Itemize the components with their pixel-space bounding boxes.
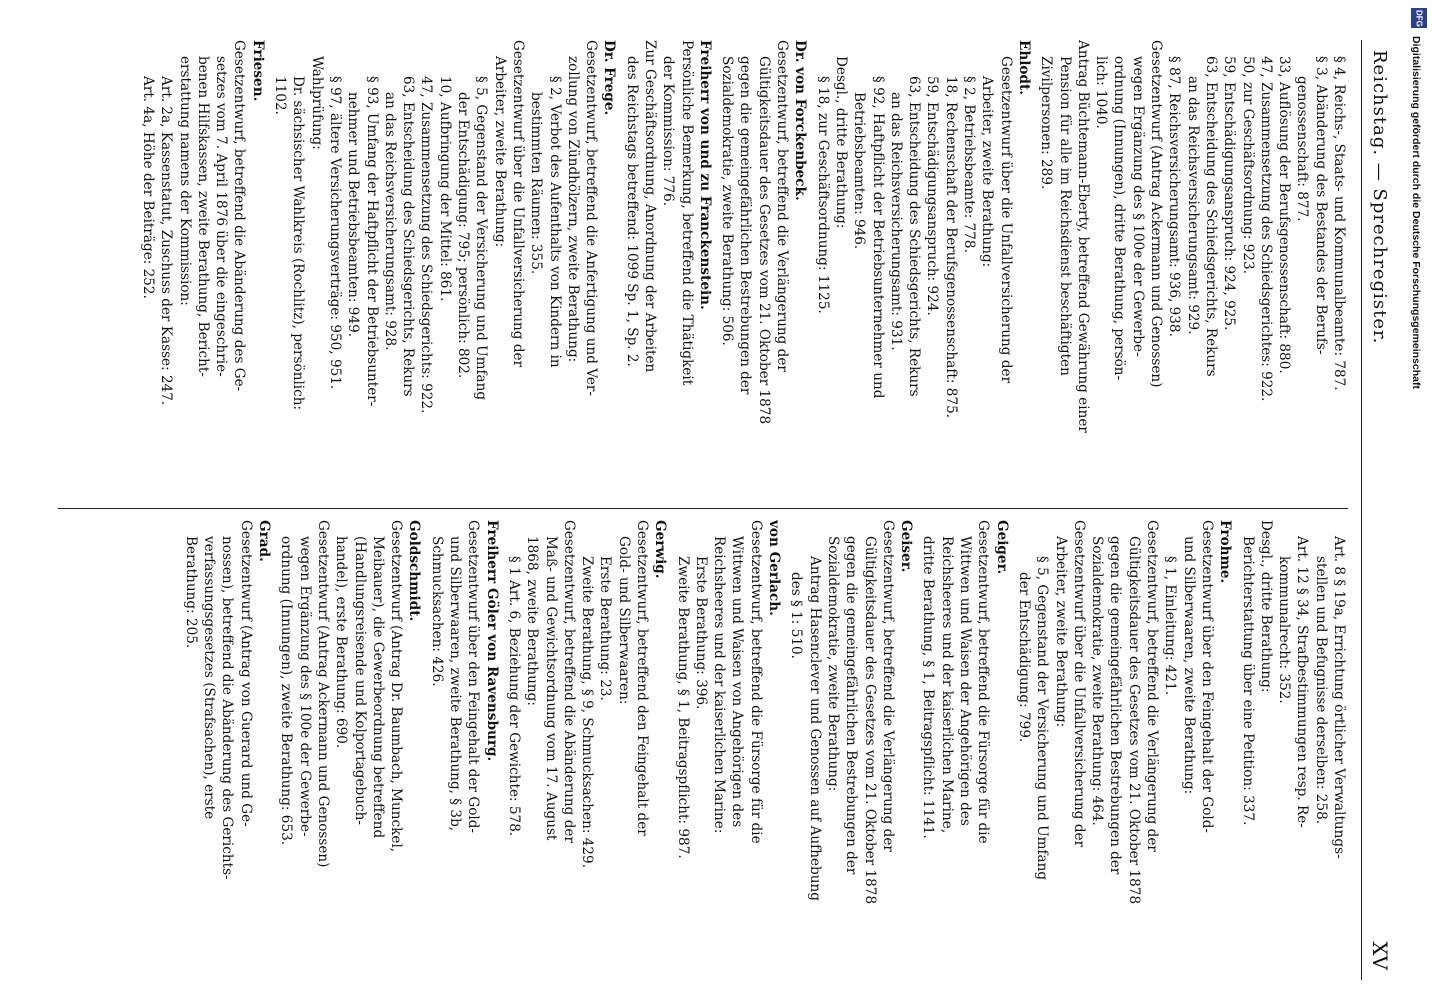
register-line: Reichsheeres und der kaiserlichen Marine, — [938, 536, 955, 834]
speaker-heading: Friesen. — [249, 40, 266, 102]
register-line: Antrag Büchtemann-Eberty, betreffend Gewährung einer — [1074, 40, 1091, 433]
register-line: handel), erste Berathung: 690. — [333, 536, 350, 749]
register-line: Art. 12 § 34, Strafbestimmungen resp. Re- — [1294, 536, 1311, 828]
register-line: Gesetzentwurf, betreffend den Feingehalt der — [634, 520, 651, 836]
register-line: § 18, zur Geschäftsordnung: 1125. — [814, 76, 831, 314]
register-line: Berichterstattung über eine Petition: 337. — [1239, 536, 1256, 826]
register-line: Maß- und Gewichtsordnung vom 17. August — [542, 536, 559, 841]
register-line: der Entschädigung: 799. — [1015, 572, 1032, 743]
left-column — [48, 40, 1348, 495]
register-line: § 5, Gegenstand der Versicherung und Umfang — [1034, 556, 1051, 881]
register-line: Schmucksachen: 426. — [428, 536, 445, 687]
register-line: erstattung namens der Kommission: — [176, 56, 193, 306]
register-line: Gesetzentwurf, betreffend die Verlängerung der — [1144, 520, 1161, 852]
register-line: § 4, Reichs-, Staats- und Kommunalbeamte: 787. — [1331, 56, 1347, 391]
register-line: Gesetzentwurf, betreffend die Verlängerung der — [879, 520, 896, 852]
register-line: lich: 1040. — [1093, 56, 1110, 129]
register-line: § 92, Haftpflicht der Betriebsunternehmer und — [869, 76, 886, 399]
right-column — [48, 520, 1348, 975]
register-line: Dr. sächsischer Wahlkreis (Rochlitz), persönlich: — [290, 76, 307, 411]
register-line: Desgl., dritte Berathung: — [1257, 520, 1274, 693]
register-line: ordnung (Innungen), zweite Berathung: 653. — [278, 536, 295, 846]
register-line: verfassungsgesetzes (Strafsachen), erste — [201, 536, 218, 820]
register-line: Wittwen und Waisen von Angehörigen des — [729, 536, 746, 828]
register-line: und Silberwaaren, zweite Berathung, § 3b, — [447, 536, 464, 832]
register-line: Zweite Berathung, § 9, Schmucksachen: 429. — [579, 556, 596, 869]
register-line: (Handlungsreisende und Kolportagebuch- — [351, 536, 368, 825]
speaker-heading: Grad. — [256, 520, 273, 562]
register-line: Sozialdemokratie, zweite Berathung: 506. — [719, 56, 736, 346]
register-line: benen Hilfskassen, zweite Berathung, Bericht- — [194, 56, 211, 377]
register-line: Erste Berathung: 23. — [597, 556, 614, 701]
register-line: Gesetzentwurf über den Feingehalt der Gold- — [1198, 520, 1215, 834]
register-line: Gesetzentwurf, betreffend die Fürsorge für die — [975, 520, 992, 844]
register-line: wegen Ergänzung des § 100e der Gewerbe- — [296, 536, 313, 837]
register-line: Gültigkeitsdauer des Gesetzes vom 21. Oktober 1878 — [861, 536, 878, 905]
register-line: Zweite Berathung, § 1, Beitragspflicht: 987. — [674, 556, 691, 859]
register-line: Erste Berathung: 396. — [692, 556, 709, 710]
register-line: 50, zur Geschäftsordnung: 923. — [1239, 56, 1256, 275]
register-line: 1868, zweite Berathung: — [524, 536, 541, 706]
register-line: Gold- und Silberwaaren: — [615, 536, 632, 705]
funding-strip — [1408, 6, 1430, 991]
register-line: § 1, Einleitung: 421. — [1162, 556, 1179, 696]
register-line: Arbeiter, zweite Berathung: — [1052, 536, 1069, 728]
register-line: 59, Entschädigungsanspruch: 924, 925. — [1221, 56, 1238, 331]
speaker-heading: Goldschmidt. — [406, 520, 423, 622]
speaker-heading: Freiherr von und zu Franckenstein. — [696, 40, 713, 310]
register-line: Desgl., dritte Berathung: — [832, 56, 849, 229]
register-line: setzes vom 7. April 1876 über die eingeschrie- — [213, 56, 230, 377]
register-line: Wittwen und Waisen der Angehörigen des — [957, 536, 974, 826]
register-line: Gesetzentwurf über die Unfallversicherung der — [1070, 520, 1087, 848]
register-line: Art. 4a, Höhe der Beiträge: 252. — [140, 76, 156, 299]
register-line: 10, Aufbringung der Mittel: 861. — [436, 76, 453, 302]
register-line: nehmer und Betriebsbeamten: 949. — [345, 92, 362, 338]
register-line: Gesetzentwurf über die Unfallversicherung der — [997, 56, 1014, 384]
register-line: Wahlprüfung: — [308, 56, 325, 150]
register-line: § 97, ältere Versicherungsverträge: 950, 951. — [326, 76, 343, 390]
register-line: Art. 2a, Kassenstatut, Zuschuss der Kasse: 247. — [158, 76, 175, 406]
register-line: nossen), betreffend die Abänderung des Gerichts- — [219, 536, 236, 880]
register-line: 63, Entscheidung des Schiedsgerichts, Rekurs — [1202, 56, 1219, 377]
register-line: Gesetzentwurf über den Feingehalt der Gold- — [465, 520, 482, 834]
speaker-heading: Dr. von Forckenbeck. — [792, 40, 809, 201]
register-line: gegen die gemeingefährlichen Bestrebungen der — [843, 536, 860, 875]
register-line: Arbeiter, zweite Berathung: — [979, 76, 996, 268]
register-line: Betriebsbeamten: 946. — [851, 92, 868, 250]
register-line: Gesetzentwurf, betreffend die Fürsorge für die — [747, 520, 764, 844]
register-line: 63, Entscheidung des Schiedsgerichts, Rekurs — [400, 76, 417, 397]
speaker-heading: Dr. Frege. — [601, 40, 618, 116]
register-line: § 1 Art. 6, Beziehung der Gewichte: 578. — [505, 556, 522, 837]
speaker-heading: Geiger. — [993, 520, 1010, 575]
register-line: Gesetzentwurf (Antrag Ackermann und Genossen) — [314, 520, 331, 868]
register-line: und Silberwaaren, zweite Berathung: — [1180, 536, 1197, 795]
register-line: der Entschädigung: 795; persönlich: 802. — [455, 92, 472, 379]
register-line: 33, Auflösung der Berufsgenossenschaft: 880. — [1276, 56, 1293, 374]
register-line: wegen Ergänzung des § 100e der Gewerbe- — [1129, 56, 1146, 357]
register-line: Reichsheeres und der kaiserlichen Marine: — [711, 536, 728, 834]
register-line: Gesetzentwurf, betreffend die Abänderung der — [560, 520, 577, 843]
register-line: Persönliche Bemerkung, betreffend die Thätigkeit — [678, 40, 695, 386]
running-head: Reichstag. — Sprechregister. — [1369, 50, 1390, 345]
register-line: 47, Zusammensetzung des Schiedsgerichtes: 922. — [1257, 56, 1274, 402]
funding-note: Digitalisierung gefördert durch die Deutsche Forschungsgemeinschaft — [1410, 36, 1422, 389]
register-line: 59, Entschädigungsanspruch: 924. — [924, 76, 941, 316]
register-line: Gesetzentwurf, betreffend die Verlängerung der — [774, 40, 791, 372]
register-line: Gesetzentwurf (Antrag Ackermann und Genossen) — [1148, 40, 1165, 388]
register-line: an das Reichsversicherungsamt: 928. — [381, 92, 398, 351]
speaker-heading: Freiherr Göler von Ravensburg. — [483, 520, 500, 762]
register-line: gegen die gemeingefährlichen Bestrebungen der — [737, 56, 754, 395]
register-line: 18, Rechenschaft der Berufsgenossenschaft: 875. — [942, 76, 959, 419]
speaker-heading: von Gerlach. — [766, 520, 783, 616]
register-line: Zur Geschäftsordnung, Anordnung der Arbeiten — [642, 40, 659, 373]
register-line: Gesetzentwurf über die Unfallversicherung der — [509, 40, 526, 368]
speaker-heading: Gerwig. — [652, 520, 669, 579]
speaker-heading: Frohme. — [1217, 520, 1234, 584]
register-line: § 2, Verbot des Aufenthalts von Kindern in — [546, 76, 563, 368]
register-line: § 2, Betriebsbeamte: 778. — [961, 76, 978, 253]
register-line: der Kommission: 776. — [660, 56, 677, 207]
register-line: Pension für alle im Reichsdienst beschäftigten — [1056, 56, 1073, 376]
register-line: des Reichstags betreffend: 1099 Sp. 1, Sp. 2. — [623, 56, 640, 367]
speaker-heading: Ehlodt. — [1015, 40, 1032, 95]
page-number: XV — [1368, 941, 1392, 970]
register-line: Sozialdemokratie, zweite Berathung: — [824, 536, 841, 792]
register-line: Gesetzentwurf, betreffend die Anfertigung und Ver- — [583, 40, 600, 396]
column-divider — [58, 508, 1348, 509]
register-line: Gültigkeitsdauer des Gesetzes vom 21. Oktober 1878 — [755, 56, 772, 425]
dfg-logo: DFG — [1411, 8, 1427, 28]
register-line: Berathung: 205. — [182, 536, 199, 649]
register-line: 1102. — [272, 76, 289, 115]
register-line: Gesetzentwurf (Antrag von Guerard und Ge- — [237, 520, 254, 827]
register-line: § 87, Reichsversicherungsamt: 936, 938. — [1166, 56, 1183, 337]
register-line: bestimmten Räumen: 355. — [528, 92, 545, 275]
register-line: des § 1: 510. — [788, 572, 805, 659]
register-line: gegen die gemeingefährlichen Bestrebungen der — [1107, 536, 1124, 875]
register-line: Gültigkeitsdauer des Gesetzes vom 21. Oktober 1878 — [1125, 536, 1142, 905]
register-line: zollung von Zündhölzern, zweite Berathung: — [564, 56, 581, 363]
register-line: an das Reichsversicherungsamt: 931. — [887, 92, 904, 351]
register-line: ordnung (Innungen), dritte Berathung, persön- — [1111, 56, 1128, 381]
page-header — [1361, 40, 1396, 980]
register-line: § 93, Umfang der Haftpflicht der Betriebsunter- — [363, 76, 380, 407]
register-line: § 3, Abänderung des Bestandes der Berufs- — [1312, 56, 1329, 355]
speaker-heading: Geiser. — [898, 520, 915, 573]
register-line: Meibauer), die Gewerbeordnung betreffend — [369, 536, 386, 839]
register-line: 63, Entscheidung des Schiedsgerichts, Rekurs — [906, 76, 923, 397]
register-line: Gesetzentwurf (Antrag Dr. Baumbach, Munckel, — [388, 520, 405, 853]
register-line: Zivilpersonen: 289. — [1038, 56, 1055, 190]
register-line: Antrag Hasenclever und Genossen auf Aufhebung — [806, 556, 823, 901]
register-line: 47, Zusammensetzung des Schiedsgerichts: 922. — [418, 76, 435, 414]
register-line: Arbeiter, zweite Berathung: — [491, 56, 508, 248]
register-line: dritte Berathung, § 1, Beitragspflicht: 1141. — [920, 536, 937, 839]
register-line: Sozialdemokratie, zweite Berathung: 464. — [1089, 536, 1106, 826]
register-line: an das Reichsversicherungsamt: 929. — [1184, 76, 1201, 335]
register-line: stellen und Befugnisse derselben: 258. — [1312, 556, 1329, 825]
register-line: kommunalrecht: 352. — [1276, 556, 1293, 704]
register-line: § 5, Gegenstand der Versicherung und Umfang — [473, 76, 490, 401]
register-line: genossenschaft: 877. — [1294, 76, 1311, 222]
rotated-document-page — [36, 40, 1396, 980]
register-line: Gesetzentwurf, betreffend die Abänderung des Ge- — [231, 40, 248, 392]
register-line: Art. 8 § 19a, Errichtung örtlicher Verwaltungs- — [1331, 536, 1347, 859]
